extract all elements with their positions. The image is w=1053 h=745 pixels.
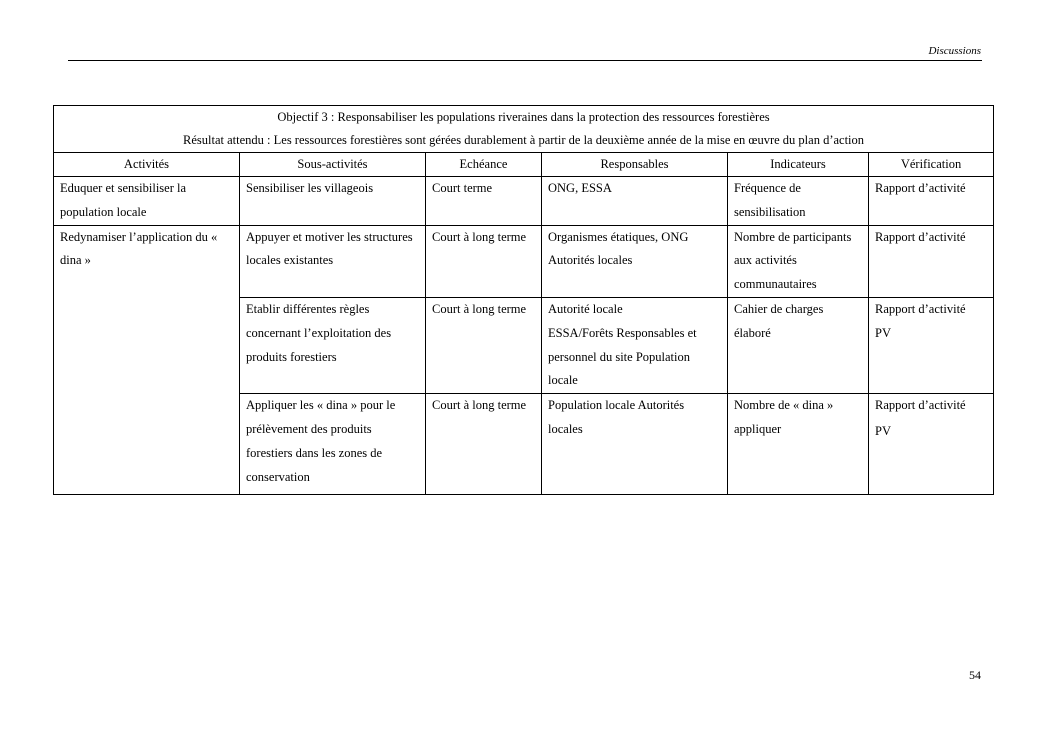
activity-cell: Eduquer et sensibiliser la population locale	[54, 177, 240, 226]
responsible-cell	[542, 297, 728, 393]
verification-line: PV	[875, 423, 891, 438]
responsible-line: Autorité locale	[548, 301, 623, 316]
column-header-verification: Vérification	[869, 153, 994, 177]
indicator-cell: Fréquence de sensibilisation	[728, 177, 869, 226]
verification-cell	[869, 394, 994, 495]
action-plan-table	[53, 105, 994, 495]
deadline-cell: Court à long terme	[426, 394, 542, 495]
activity-cell: Redynamiser l’application du « dina »	[54, 225, 240, 495]
sub-activity-cell: Appliquer les « dina » pour le prélèvement des produits forestiers dans les zones de conservation	[240, 394, 426, 495]
table-row	[54, 177, 994, 226]
responsible-line: Autorités locales	[548, 253, 633, 268]
column-header-sub-activities: Sous-activités	[240, 153, 426, 177]
deadline-cell: Court terme	[426, 177, 542, 226]
sub-activity-cell: Sensibiliser les villageois	[240, 177, 426, 226]
objective-text: Objectif 3 : Responsabiliser les populations riveraines dans la protection des ressources forestières	[277, 110, 770, 124]
indicator-cell: Nombre de « dina » appliquer	[728, 394, 869, 495]
responsible-cell	[542, 225, 728, 297]
indicator-cell: Nombre de participants aux activités communautaires	[728, 225, 869, 297]
section-title: Discussions	[928, 45, 981, 57]
column-header-deadline: Echéance	[426, 153, 542, 177]
column-header-responsible: Responsables	[542, 153, 728, 177]
verification-cell	[869, 297, 994, 393]
deadline-cell: Court à long terme	[426, 225, 542, 297]
indicator-cell: Cahier de charges élaboré	[728, 297, 869, 393]
responsible-line: Organismes étatiques, ONG	[548, 229, 689, 244]
expected-result-text: Résultat attendu : Les ressources forestières sont gérées durablement à partir de la deuxième année de la mise en œuvre du plan d’action	[183, 133, 865, 147]
verification-cell: Rapport d’activité	[869, 177, 994, 226]
sub-activity-cell: Etablir différentes règles concernant l’exploitation des produits forestiers	[240, 297, 426, 393]
column-header-activities: Activités	[54, 153, 240, 177]
responsible-line: ESSA/Forêts Responsables et personnel du site Population locale	[548, 325, 697, 388]
verification-line: Rapport d’activité	[875, 398, 966, 413]
running-header	[68, 44, 982, 61]
objective-banner	[54, 106, 994, 153]
column-header-indicators: Indicateurs	[728, 153, 869, 177]
responsible-cell: Population locale Autorités locales	[542, 394, 728, 495]
table-row	[54, 225, 994, 297]
objective-row	[54, 106, 994, 153]
responsible-cell: ONG, ESSA	[542, 177, 728, 226]
page-number: 54	[969, 668, 981, 682]
verification-line: Rapport d’activité	[875, 301, 966, 316]
sub-activity-cell: Appuyer et motiver les structures locales existantes	[240, 225, 426, 297]
deadline-cell: Court à long terme	[426, 297, 542, 393]
verification-line: PV	[875, 325, 891, 340]
verification-cell: Rapport d’activité	[869, 225, 994, 297]
column-header-row	[54, 153, 994, 177]
